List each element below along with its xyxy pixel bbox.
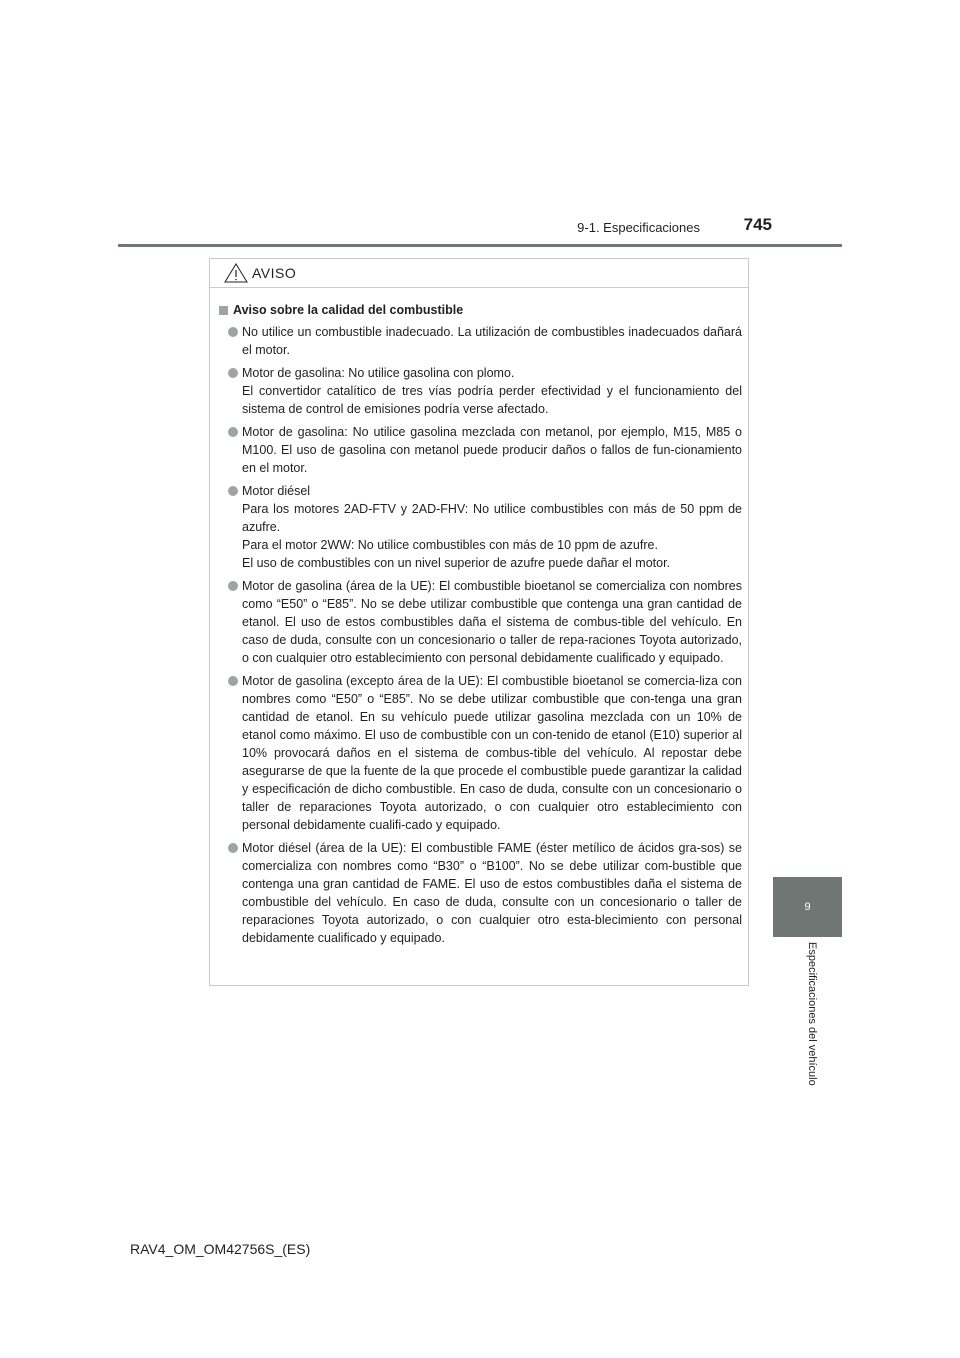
warning-item xyxy=(219,423,742,477)
warning-item-line: El convertidor catalítico de tres vías podría perder efectividad y el funcionamiento del sistema de control de emisiones podría verse afectado. xyxy=(242,384,742,416)
warning-item-line: Motor de gasolina (área de la UE): El combustible bioetanol se comercializa con nombres como “E50” o “E85”. No se debe utilizar combustible que contenga una gran cantidad de etanol. El uso de estos combustibles daña el sistema de combus-tible del vehículo. En caso de duda, consulte con un concesionario o taller de repa-raciones Toyota autorizado, o con cualquier otro establecimiento con personal debidamente cualificado y equipado. xyxy=(242,579,742,665)
warning-item-line: Para los motores 2AD-FTV y 2AD-FHV: No utilice combustibles con más de 50 ppm de azufre. xyxy=(242,502,742,534)
warning-item-line: Para el motor 2WW: No utilice combustibles con más de 10 ppm de azufre. xyxy=(242,538,658,552)
round-bullet-icon xyxy=(228,486,238,496)
warning-heading-text: Aviso sobre la calidad del combustible xyxy=(233,303,464,317)
document-code: RAV4_OM_OM42756S_(ES) xyxy=(130,1241,311,1257)
round-bullet-icon xyxy=(228,327,238,337)
round-bullet-icon xyxy=(228,581,238,591)
warning-body xyxy=(210,288,748,947)
chapter-label: Especificaciones del vehículo xyxy=(806,942,818,1086)
warning-item-list xyxy=(219,323,742,947)
section-title: 9-1. Especificaciones xyxy=(577,220,700,235)
warning-box xyxy=(209,258,749,986)
warning-item xyxy=(219,323,742,359)
warning-item-line: Motor diésel (área de la UE): El combustible FAME (éster metílico de ácidos gra-sos) se comercializa con nombres como “B30” o “B100”. No se debe utilizar com-bustible que contenga una gran cantidad de FAME. El uso de estos combustibles daña el sistema de combustible del vehículo. En caso de duda, consulte con un concesionario o taller de reparaciones Toyota autorizado, o con cualquier otro esta-blecimiento con personal debidamente cualificado y equipado. xyxy=(242,841,742,945)
warning-header xyxy=(210,259,748,288)
square-bullet-icon xyxy=(219,306,228,315)
warning-item-line: Motor de gasolina: No utilice gasolina mezclada con metanol, por ejemplo, M15, M85 o M100. El uso de gasolina con metanol puede producir daños o fallos de fun-cionamiento en el motor. xyxy=(242,425,742,475)
round-bullet-icon xyxy=(228,676,238,686)
warning-triangle-icon xyxy=(224,263,248,283)
round-bullet-icon xyxy=(228,427,238,437)
warning-item xyxy=(219,482,742,572)
round-bullet-icon xyxy=(228,368,238,378)
round-bullet-icon xyxy=(228,843,238,853)
header-rule xyxy=(118,244,842,247)
warning-title: AVISO xyxy=(252,265,297,281)
warning-item-line: Motor diésel xyxy=(242,484,311,498)
warning-item xyxy=(219,672,742,834)
chapter-tab[interactable] xyxy=(773,877,842,937)
warning-item-line: No utilice un combustible inadecuado. La utilización de combustibles inadecuados dañará el motor. xyxy=(242,325,742,357)
warning-item xyxy=(219,577,742,667)
warning-item-line: Motor de gasolina: No utilice gasolina con plomo. xyxy=(242,366,515,380)
page-number: 745 xyxy=(743,215,772,234)
warning-item-line: El uso de combustibles con un nivel superior de azufre puede dañar el motor. xyxy=(242,556,671,570)
warning-heading xyxy=(219,301,742,319)
warning-item xyxy=(219,839,742,947)
chapter-number: 9 xyxy=(804,901,811,913)
warning-item-line: Motor de gasolina (excepto área de la UE): El combustible bioetanol se comercia-liza con nombres como “E50” o “E85”. No se debe utilizar combustible que con-tenga una gran cantidad de etanol. En su vehículo puede utilizar gasolina mezclada con un 10% de etanol como máximo. El uso de combustible con un con-tenido de etanol (E10) superior al 10% provocará daños en el sistema de combus-tible del vehículo. Al repostar debe asegurarse de que la fuente de la que procede el combustible puede garantizar la calidad y especificación de dicho combustible. En caso de duda, consulte con un concesionario o taller de reparaciones Toyota autorizado, o con cualquier otro establecimiento con personal debidamente cualifi-cado y equipado. xyxy=(242,674,742,832)
warning-item xyxy=(219,364,742,418)
